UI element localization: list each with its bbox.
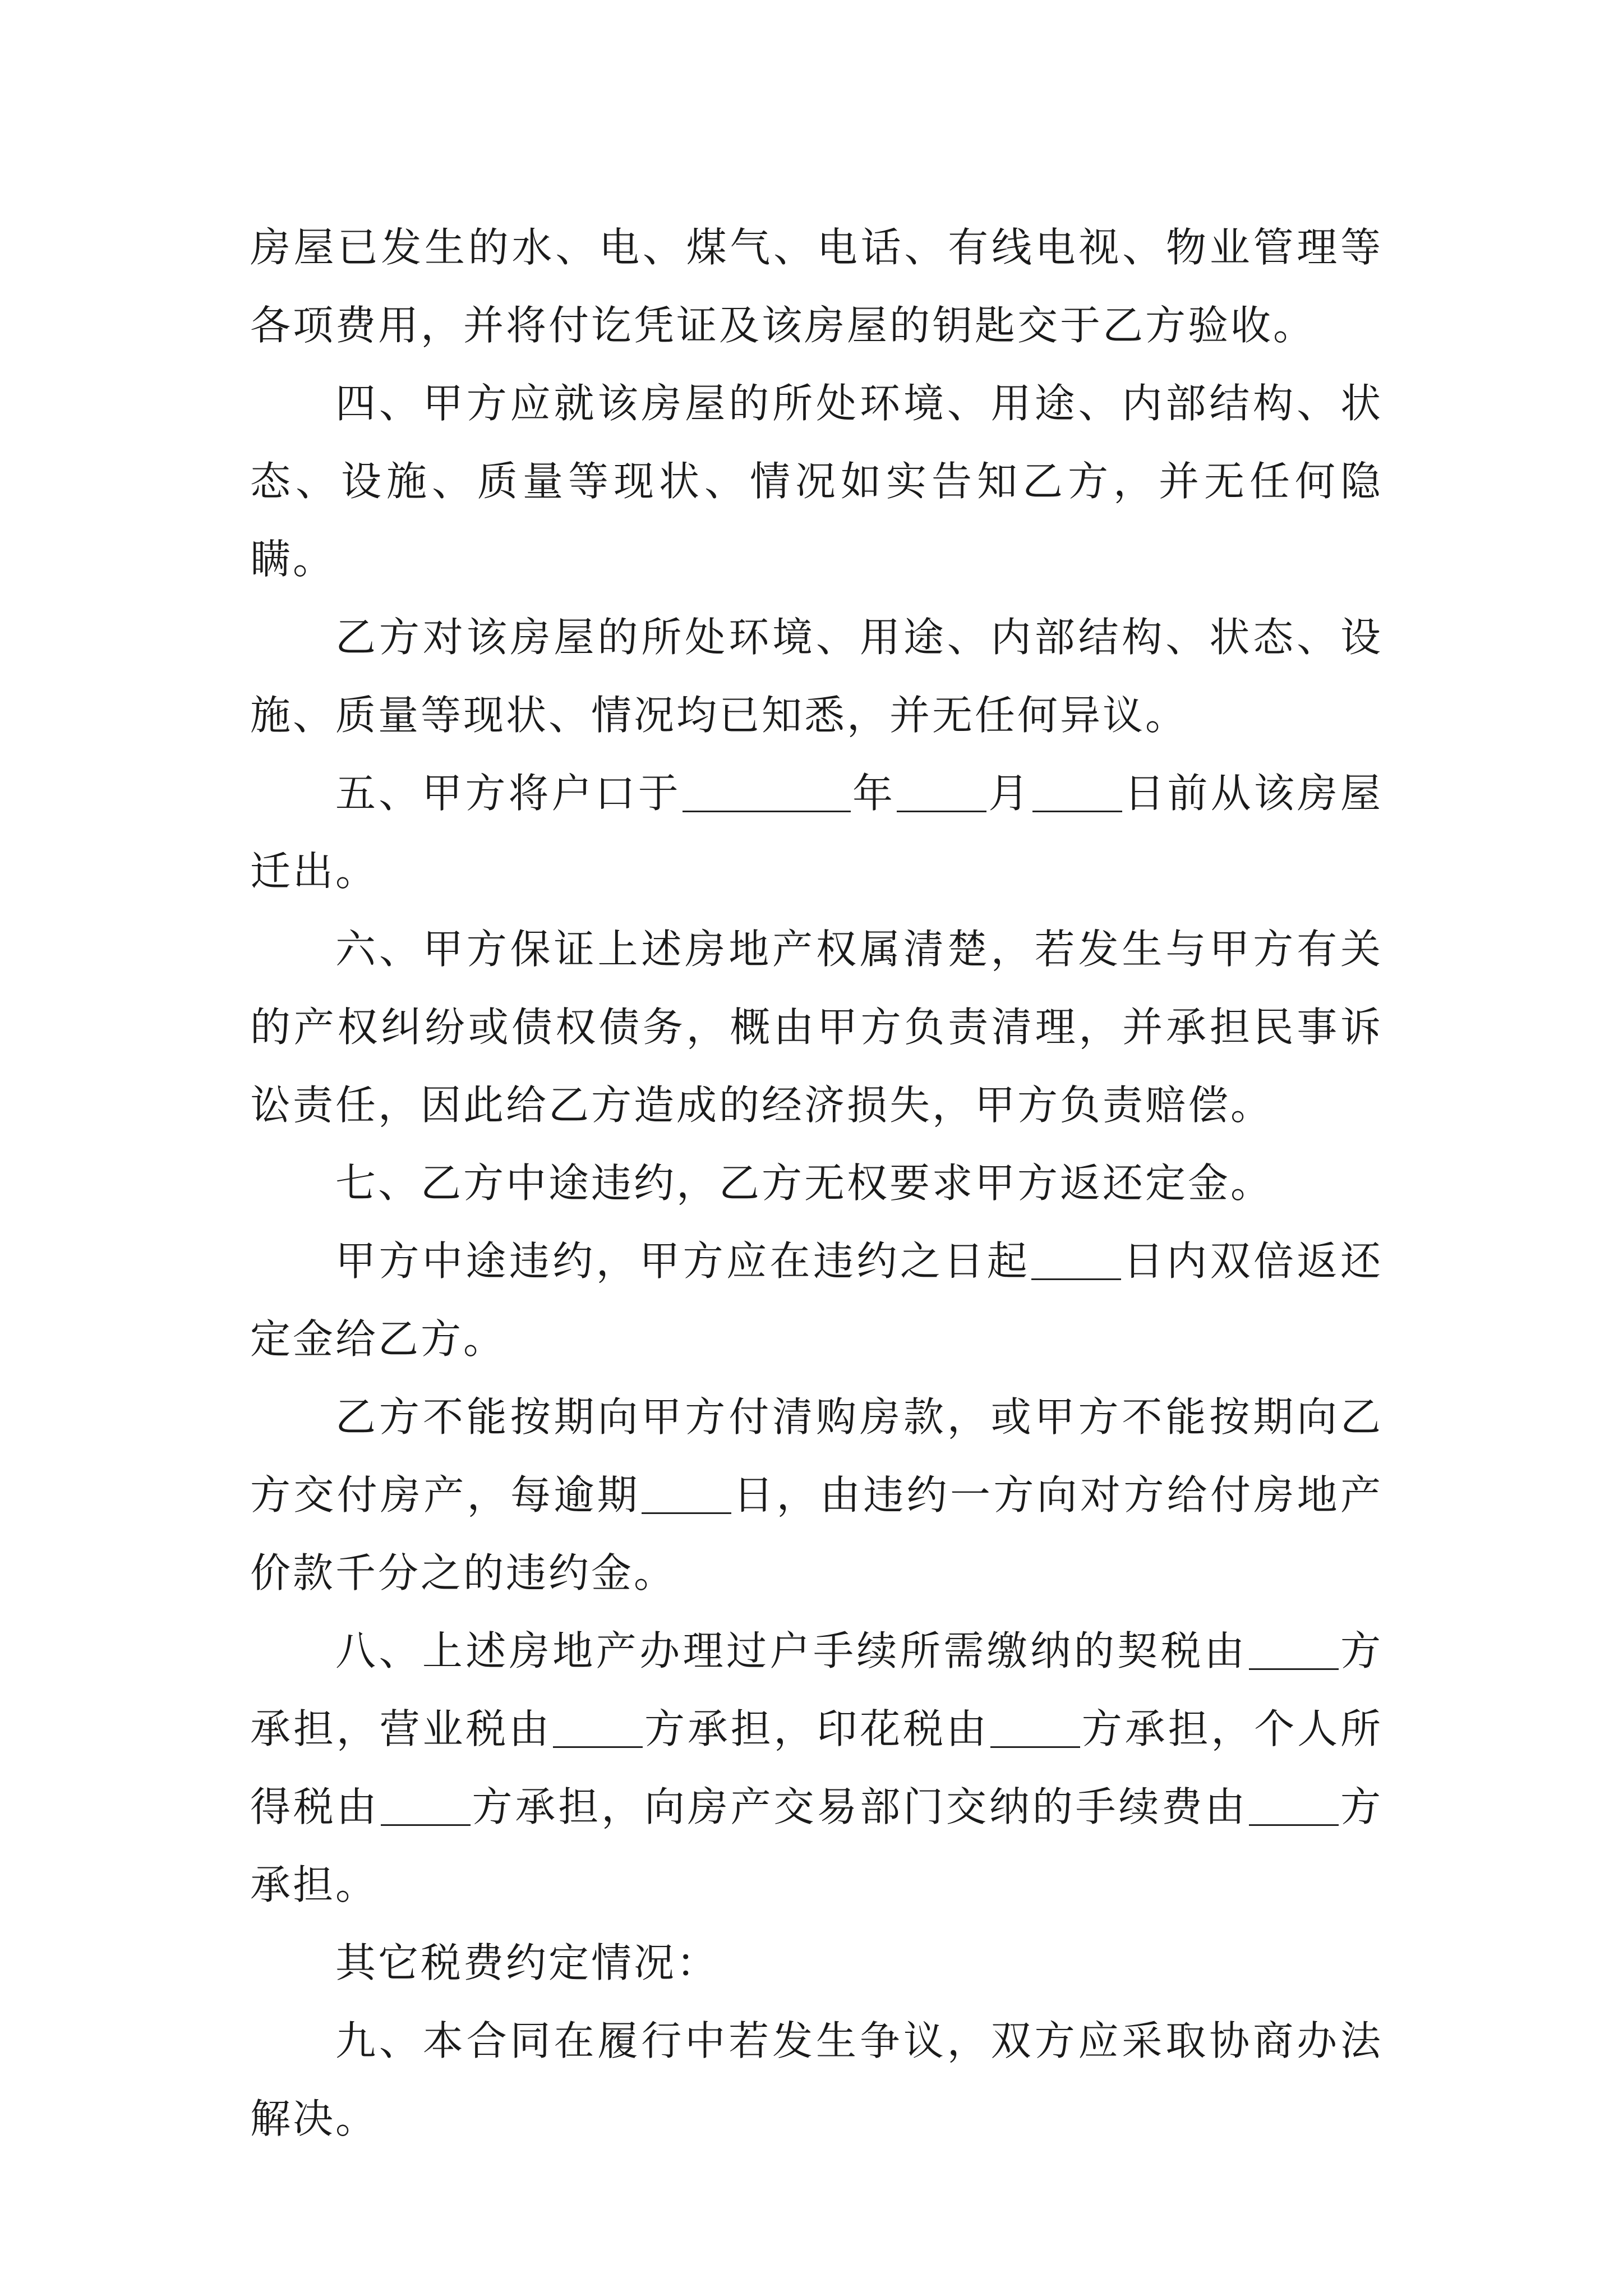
clause-7-seller-breach (250, 1222, 1383, 1378)
clause-7-late-payment (250, 1378, 1383, 1612)
clause-5 (250, 754, 1383, 910)
clause-8-other-taxes: 其它税费约定情况： (335, 1939, 720, 1986)
clause-9: 九、本合同在履行中若发生争议，双方应采取协商办法解决。 (250, 2017, 1383, 2142)
clause-7: 七、乙方中途违约，乙方无权要求甲方返还定金。 (335, 1159, 1274, 1207)
business-tax-party-blank (553, 1706, 643, 1748)
income-tax-party-blank (381, 1784, 471, 1826)
clause-8-text-e: 方承担，向房产交易部门交纳的手续费由 (471, 1783, 1248, 1830)
stamp-tax-party-blank (990, 1706, 1080, 1748)
clause-8-text-b: 方承担，营业税由 (250, 1627, 1383, 1752)
clause-4-buyer-acknowledgement: 乙方对该房屋的所处环境、用途、内部结构、状态、设施、质量等现状、情况均已知悉，并无任何异议。 (250, 614, 1383, 739)
handling-fee-party-blank (1249, 1784, 1339, 1826)
month-blank (897, 770, 986, 812)
deed-tax-party-blank (1249, 1628, 1339, 1670)
clause-7b-text-b: 日内双倍返还定金给乙方。 (250, 1237, 1383, 1363)
clause-8-text-a: 八、上述房地产办理过户手续所需缴纳的契税由 (335, 1627, 1248, 1674)
clause-8-text-d: 方承担，个人所得税由 (250, 1705, 1383, 1830)
clause-6: 六、甲方保证上述房地产权属清楚，若发生与甲方有关的产权纠纷或债权债务，概由甲方负责清理，并承担民事诉讼责任，因此给乙方造成的经济损失，甲方负责赔偿。 (250, 926, 1383, 1129)
year-blank (683, 770, 851, 812)
clause-7c-text-a: 乙方不能按期向甲方付清购房款，或甲方不能按期向乙方交付房产，每逾期 (250, 1393, 1383, 1519)
contract-body (250, 209, 1383, 2158)
overdue-days-blank (642, 1472, 731, 1514)
paragraph-fees-continued: 房屋已发生的水、电、煤气、电话、有线电视、物业管理等各项费用，并将付讫凭证及该房屋的钥匙交于乙方验收。 (250, 224, 1383, 349)
clause-5-text-c: 月 (988, 770, 1032, 817)
clause-5-text-b: 年 (851, 770, 896, 817)
day-blank (1032, 770, 1122, 812)
clause-5-text-d: 日前从该房屋迁出。 (250, 770, 1383, 895)
clause-7c-text-b: 日，由违约一方向对方给付房地产价款千分之的违约金。 (250, 1471, 1383, 1596)
clause-5-text-a: 五、甲方将户口于 (335, 770, 681, 817)
clause-8-text-f: 方承担。 (250, 1783, 1383, 1908)
clause-8-text-c: 方承担，印花税由 (644, 1705, 989, 1752)
clause-7b-text-a: 甲方中途违约，甲方应在违约之日起 (335, 1237, 1031, 1285)
days-blank (1031, 1238, 1121, 1280)
clause-4: 四、甲方应就该房屋的所处环境、用途、内部结构、状态、设施、质量等现状、情况如实告知乙方，并无任何隐瞒。 (250, 380, 1383, 583)
clause-8 (250, 1612, 1383, 1924)
